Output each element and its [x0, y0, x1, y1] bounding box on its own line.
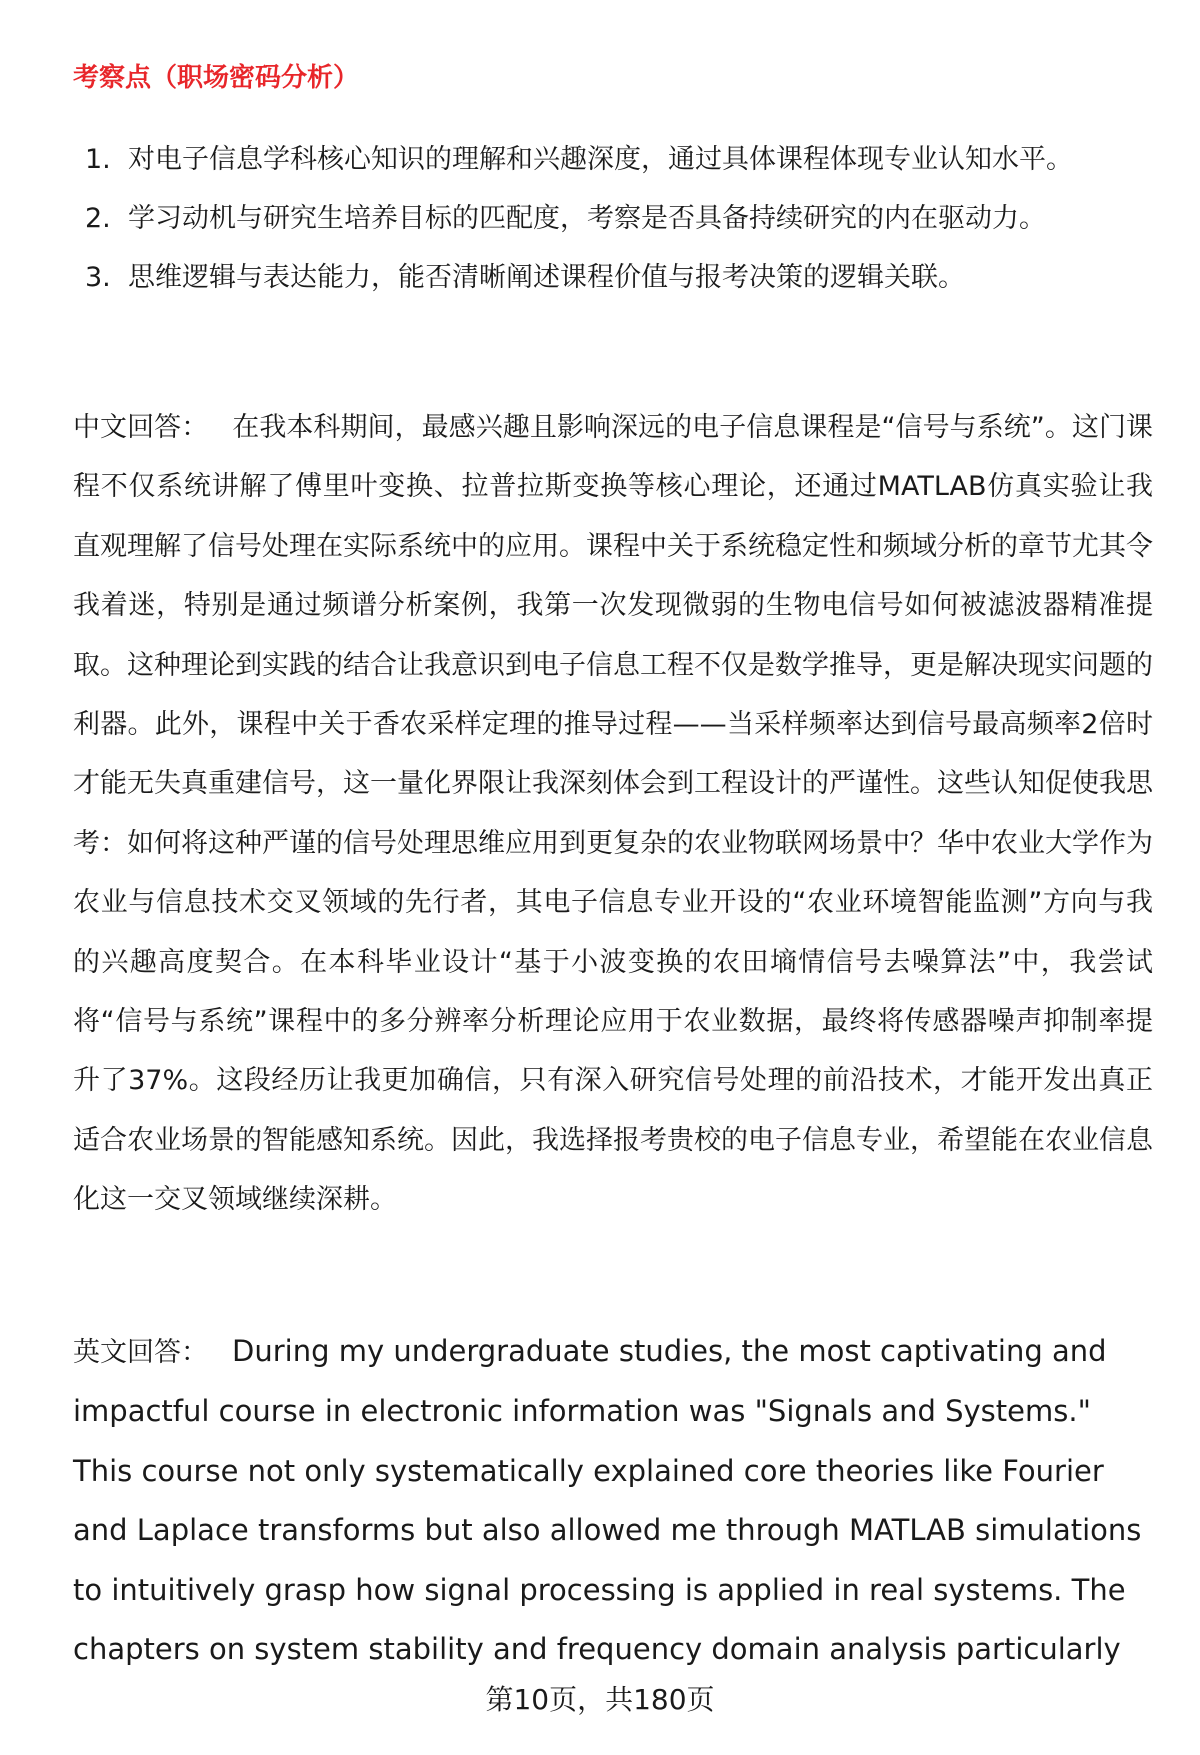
page-number-footer: 第10页，共180页: [485, 1683, 715, 1716]
english-answer-paragraph: [73, 1322, 1153, 1679]
list-item: [73, 130, 1133, 189]
list-item-text: 学习动机与研究生培养目标的匹配度，考察是否具备持续研究的内在驱动力。: [128, 203, 1046, 234]
assessment-points-list: [73, 130, 1133, 307]
section-heading: 考察点（职场密码分析）: [73, 63, 360, 93]
english-answer-text: During my undergraduate studies, the most captivating and impactful course in electronic information was "Signals and Systems." This course not only systematically explained core theories like Fourier and Laplace transforms but also allowed me through MATLAB simulations to intuitively grasp how signal processing is applied in real systems. The chapters on system stability and frequency domain analysis particularly: [73, 1334, 1142, 1667]
chinese-answer-text: 在我本科期间，最感兴趣且影响深远的电子信息课程是“信号与系统”。这门课程不仅系统讲解了傅里叶变换、拉普拉斯变换等核心理论，还通过MATLAB仿真实验让我直观理解了信号处理在实际系统中的应用。课程中关于系统稳定性和频域分析的章节尤其令我着迷，特别是通过频谱分析案例，我第一次发现微弱的生物电信号如何被滤波器精准提取。这种理论到实践的结合让我意识到电子信息工程不仅是数学推导，更是解决现实问题的利器。此外，课程中关于香农采样定理的推导过程——当采样频率达到信号最高频率2倍时才能无失真重建信号，这一量化界限让我深刻体会到工程设计的严谨性。这些认知促使我思考：如何将这种严谨的信号处理思维应用到更复杂的农业物联网场景中？华中农业大学作为农业与信息技术交叉领域的先行者，其电子信息专业开设的“农业环境智能监测”方向与我的兴趣高度契合。在本科毕业设计“基于小波变换的农田墒情信号去噪算法”中，我尝试将“信号与系统”课程中的多分辨率分析理论应用于农业数据，最终将传感器噪声抑制率提升了37%。这段经历让我更加确信，只有深入研究信号处理的前沿技术，才能开发出真正适合农业场景的智能感知系统。因此，我选择报考贵校的电子信息专业，希望能在农业信息化这一交叉领域继续深耕。: [73, 412, 1153, 1216]
english-answer-label: 英文回答：: [73, 1337, 208, 1368]
chinese-answer-paragraph: [73, 398, 1153, 1230]
list-item-number: 3.: [85, 262, 111, 293]
list-item-text: 思维逻辑与表达能力，能否清晰阐述课程价值与报考决策的逻辑关联。: [128, 262, 965, 293]
list-item: [73, 248, 1133, 307]
list-item: [73, 189, 1133, 248]
list-item-number: 2.: [85, 203, 111, 234]
list-item-number: 1.: [85, 144, 111, 175]
chinese-answer-label: 中文回答：: [73, 412, 209, 443]
list-item-text: 对电子信息学科核心知识的理解和兴趣深度，通过具体课程体现专业认知水平。: [128, 144, 1073, 175]
